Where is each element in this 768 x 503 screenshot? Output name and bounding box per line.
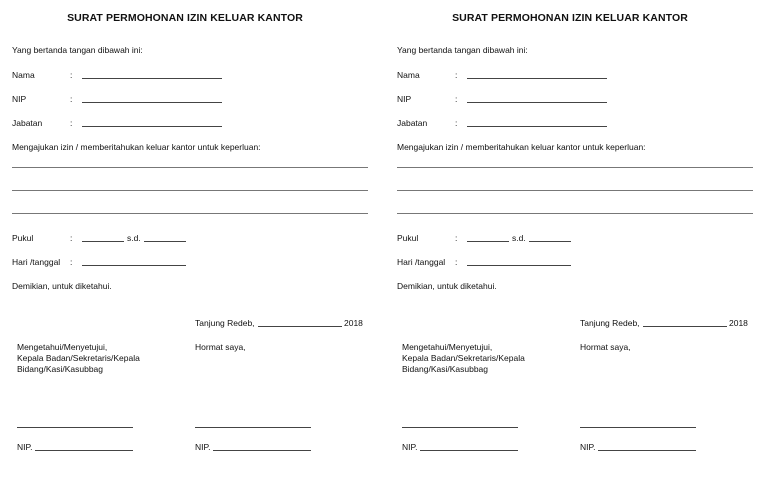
jabatan-label: Jabatan: [397, 118, 428, 128]
applicant-nip-field[interactable]: [213, 450, 311, 451]
purpose-line-3[interactable]: [12, 213, 368, 214]
pukul-end-field[interactable]: [144, 241, 186, 242]
nip-colon: :: [70, 94, 73, 104]
purpose-line-2[interactable]: [12, 190, 368, 191]
nama-field[interactable]: [82, 78, 222, 79]
pukul-end-field[interactable]: [529, 241, 571, 242]
hari-tanggal-colon: :: [455, 257, 458, 267]
nip-field[interactable]: [82, 102, 222, 103]
year-text: 2018: [729, 318, 748, 328]
nip-label: NIP: [397, 94, 412, 104]
hari-tanggal-field[interactable]: [467, 265, 571, 266]
nip-field[interactable]: [467, 102, 607, 103]
hormat-text: Hormat saya,: [195, 342, 246, 352]
purpose-text: Mengajukan izin / memberitahukan keluar kantor untuk keperluan:: [397, 142, 646, 152]
purpose-line-1[interactable]: [397, 167, 753, 168]
purpose-text: Mengajukan izin / memberitahukan keluar kantor untuk keperluan:: [12, 142, 261, 152]
permission-form-right: [385, 0, 768, 503]
approver-signature-line[interactable]: [17, 427, 133, 428]
pukul-start-field[interactable]: [82, 241, 124, 242]
hari-tanggal-field[interactable]: [82, 265, 186, 266]
nama-colon: :: [70, 70, 73, 80]
closing-text: Demikian, untuk diketahui.: [397, 281, 497, 291]
approver-label: Mengetahui/Menyetujui,: [402, 342, 493, 352]
applicant-nip-field[interactable]: [598, 450, 696, 451]
intro-text: Yang bertanda tangan dibawah ini:: [397, 45, 528, 55]
nip-colon: :: [455, 94, 458, 104]
place-text: Tanjung Redeb,: [195, 318, 255, 328]
closing-text: Demikian, untuk diketahui.: [12, 281, 112, 291]
approver-title-1: Kepala Badan/Sekretaris/Kepala: [17, 353, 140, 363]
applicant-signature-line[interactable]: [195, 427, 311, 428]
pukul-label: Pukul: [397, 233, 419, 243]
nip-label: NIP: [12, 94, 27, 104]
purpose-line-2[interactable]: [397, 190, 753, 191]
approver-title-2: Bidang/Kasi/Kasubbag: [402, 364, 489, 374]
hari-tanggal-colon: :: [70, 257, 73, 267]
form-title: SURAT PERMOHONAN IZIN KELUAR KANTOR: [452, 12, 688, 24]
jabatan-label: Jabatan: [12, 118, 43, 128]
applicant-nip-label: NIP.: [580, 442, 596, 452]
hari-tanggal-label: Hari /tanggal: [397, 257, 446, 267]
approver-title-2: Bidang/Kasi/Kasubbag: [17, 364, 104, 374]
date-field[interactable]: [258, 326, 342, 327]
approver-label: Mengetahui/Menyetujui,: [17, 342, 108, 352]
applicant-signature-line[interactable]: [580, 427, 696, 428]
intro-text: Yang bertanda tangan dibawah ini:: [12, 45, 143, 55]
purpose-line-1[interactable]: [12, 167, 368, 168]
sd-label: s.d.: [127, 233, 141, 243]
year-text: 2018: [344, 318, 363, 328]
approver-nip-label: NIP.: [17, 442, 33, 452]
pukul-label: Pukul: [12, 233, 34, 243]
nama-field[interactable]: [467, 78, 607, 79]
date-field[interactable]: [643, 326, 727, 327]
jabatan-colon: :: [70, 118, 73, 128]
approver-signature-line[interactable]: [402, 427, 518, 428]
approver-nip-field[interactable]: [35, 450, 133, 451]
hari-tanggal-label: Hari /tanggal: [12, 257, 61, 267]
sd-label: s.d.: [512, 233, 526, 243]
applicant-nip-label: NIP.: [195, 442, 211, 452]
pukul-start-field[interactable]: [467, 241, 509, 242]
nama-label: Nama: [12, 70, 35, 80]
hormat-text: Hormat saya,: [580, 342, 631, 352]
approver-nip-label: NIP.: [402, 442, 418, 452]
nama-colon: :: [455, 70, 458, 80]
pukul-colon: :: [70, 233, 73, 243]
purpose-line-3[interactable]: [397, 213, 753, 214]
pukul-colon: :: [455, 233, 458, 243]
jabatan-field[interactable]: [467, 126, 607, 127]
approver-title-1: Kepala Badan/Sekretaris/Kepala: [402, 353, 525, 363]
jabatan-field[interactable]: [82, 126, 222, 127]
nama-label: Nama: [397, 70, 420, 80]
jabatan-colon: :: [455, 118, 458, 128]
form-title: SURAT PERMOHONAN IZIN KELUAR KANTOR: [67, 12, 303, 24]
approver-nip-field[interactable]: [420, 450, 518, 451]
place-text: Tanjung Redeb,: [580, 318, 640, 328]
